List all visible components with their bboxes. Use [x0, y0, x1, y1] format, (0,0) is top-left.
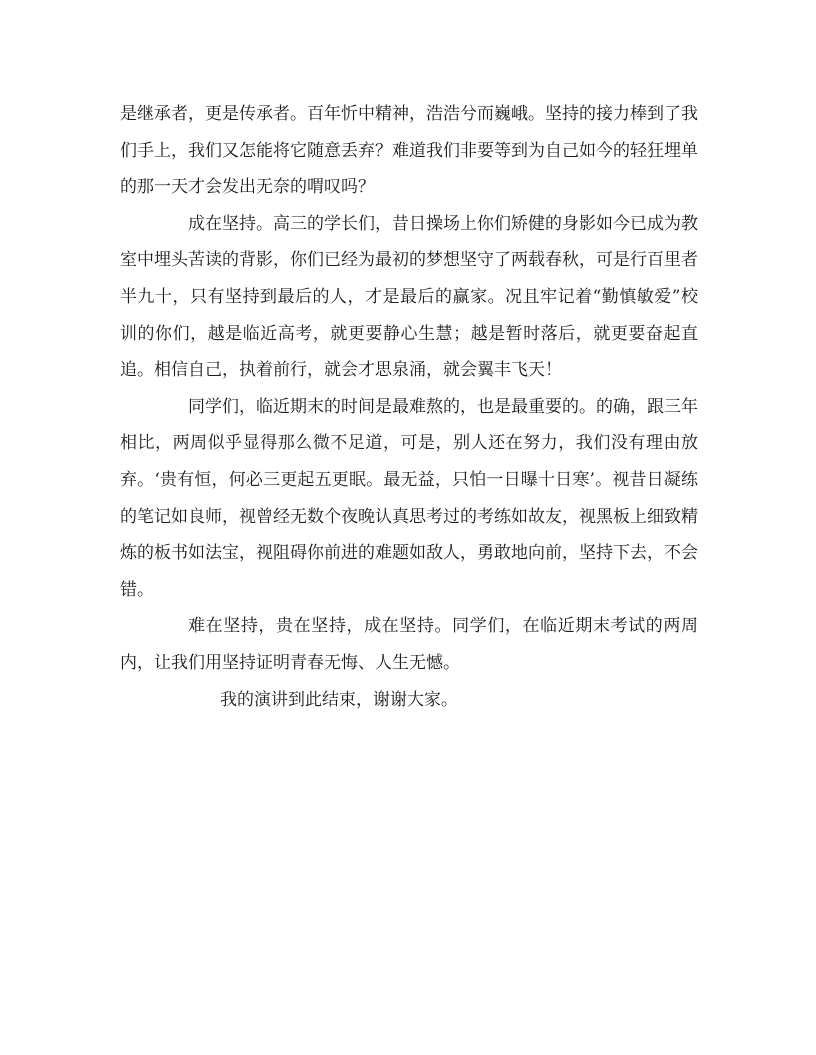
- paragraph-senior-students: 成在坚持。高三的学长们，昔日操场上你们矫健的身影如今已成为教室中埋头苦读的背影，你们已经为最初的梦想坚守了两载春秋，可是行百里者半九十，只有坚持到最后的人，才是最后的赢家。况且牢记着“勤慎敏爱”校训的你们，越是临近高考，就更要静心生慧；越是暂时落后，就更要奋起直追。相信自己，执着前行，就会才思泉涌，就会翼丰飞天！: [120, 213, 698, 381]
- paragraph-closing: 我的演讲到此结束，谢谢大家。: [220, 689, 458, 710]
- paragraph-final-exam-period: 同学们，临近期末的时间是最难熬的，也是最重要的。的确，跟三年相比，两周似乎显得那么微不足道，可是，别人还在努力，我们没有理由放弃。‘贵有恒，何必三更起五更眠。最无益，只怕一日曝十日寒’。视昔日凝练的笔记如良师，视曾经无数个夜晚认真思考过的考练如故友，视黑板上细致精炼的板书如法宝，视阻碍你前进的难题如敌人，勇敢地向前，坚持下去，不会错。: [120, 396, 698, 600]
- document-body: [120, 96, 698, 718]
- paragraph-summary: 难在坚持，贵在坚持，成在坚持。同学们，在临近期末考试的两周内，让我们用坚持证明青春无悔、人生无憾。: [120, 616, 698, 673]
- paragraph-continuation: 是继承者，更是传承者。百年忻中精神，浩浩兮而巍峨。坚持的接力棒到了我们手上，我们又怎能将它随意丢弃？难道我们非要等到为自己如今的轻狂埋单的那一天才会发出无奈的喟叹吗？: [120, 104, 698, 198]
